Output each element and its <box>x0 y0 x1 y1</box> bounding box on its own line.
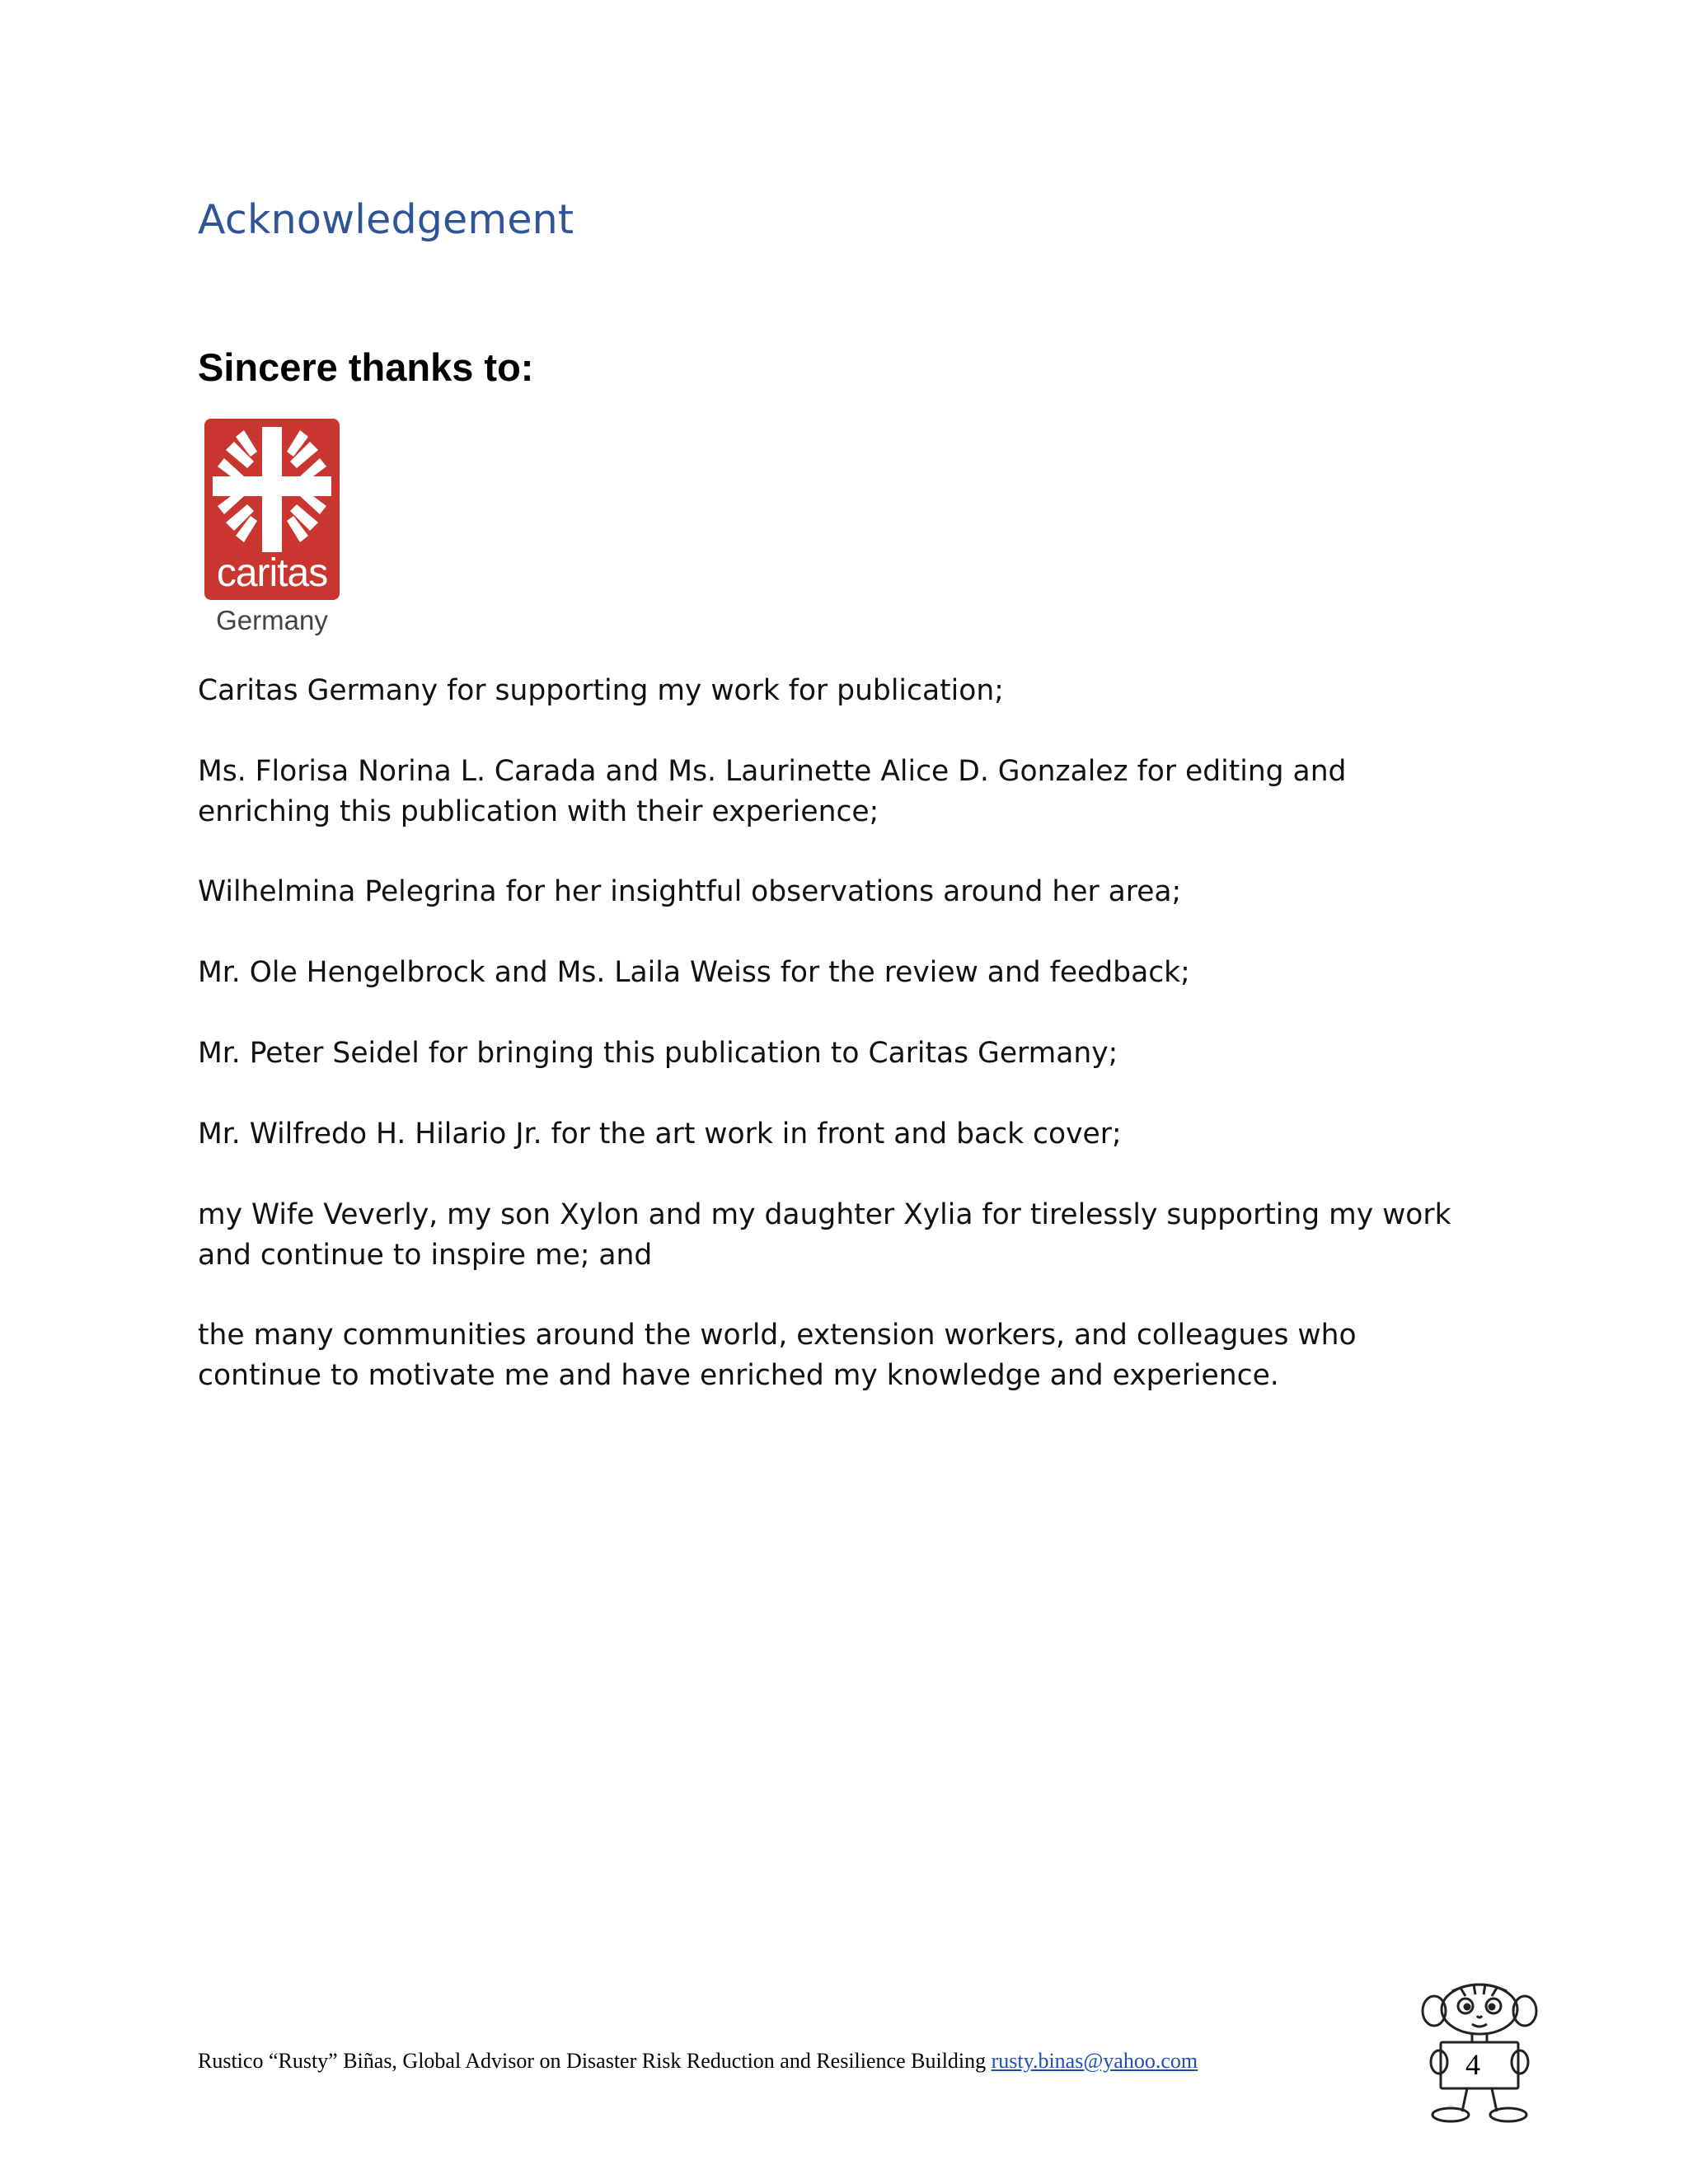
footer-email-link[interactable]: rusty.binas@yahoo.com <box>991 2049 1198 2073</box>
page-number: 4 <box>1465 2048 1480 2081</box>
paragraph-communities: the many communities around the world, extension workers, and colleagues who continue to motivate me and have enriched my knowledge and experience. <box>198 1319 1357 1392</box>
caritas-logo-box <box>204 419 340 600</box>
caritas-brand-text: caritas <box>216 551 328 595</box>
caritas-germany-logo <box>204 419 343 643</box>
paragraph-seidel: Mr. Peter Seidel for bringing this publication to Caritas Germany; <box>198 1037 1118 1070</box>
paragraph-observations: Wilhelmina Pelegrina for her insightful observations around her area; <box>198 875 1182 908</box>
page-footer <box>198 2049 1198 2074</box>
paragraph-artwork: Mr. Wilfredo H. Hilario Jr. for the art work in front and back cover; <box>198 1118 1122 1151</box>
caritas-country-text: Germany <box>216 605 328 635</box>
paragraph-family: my Wife Veverly, my son Xylon and my daughter Xylia for tirelessly supporting my work and continue to inspire me; and <box>198 1198 1451 1272</box>
footer-author-text: Rustico “Rusty” Biñas, Global Advisor on Disaster Risk Reduction and Resilience Building <box>198 2049 987 2073</box>
paragraph-editors: Ms. Florisa Norina L. Carada and Ms. Laurinette Alice D. Gonzalez for editing and enriching this publication with their experience; <box>198 755 1347 828</box>
thanks-subheading: Sincere thanks to: <box>198 345 534 389</box>
caritas-cross-icon <box>204 419 340 559</box>
page-heading: Acknowledgement <box>198 196 574 243</box>
paragraph-review: Mr. Ole Hengelbrock and Ms. Laila Weiss for the review and feedback; <box>198 956 1190 989</box>
paragraph-caritas: Caritas Germany for supporting my work for publication; <box>198 674 1004 707</box>
